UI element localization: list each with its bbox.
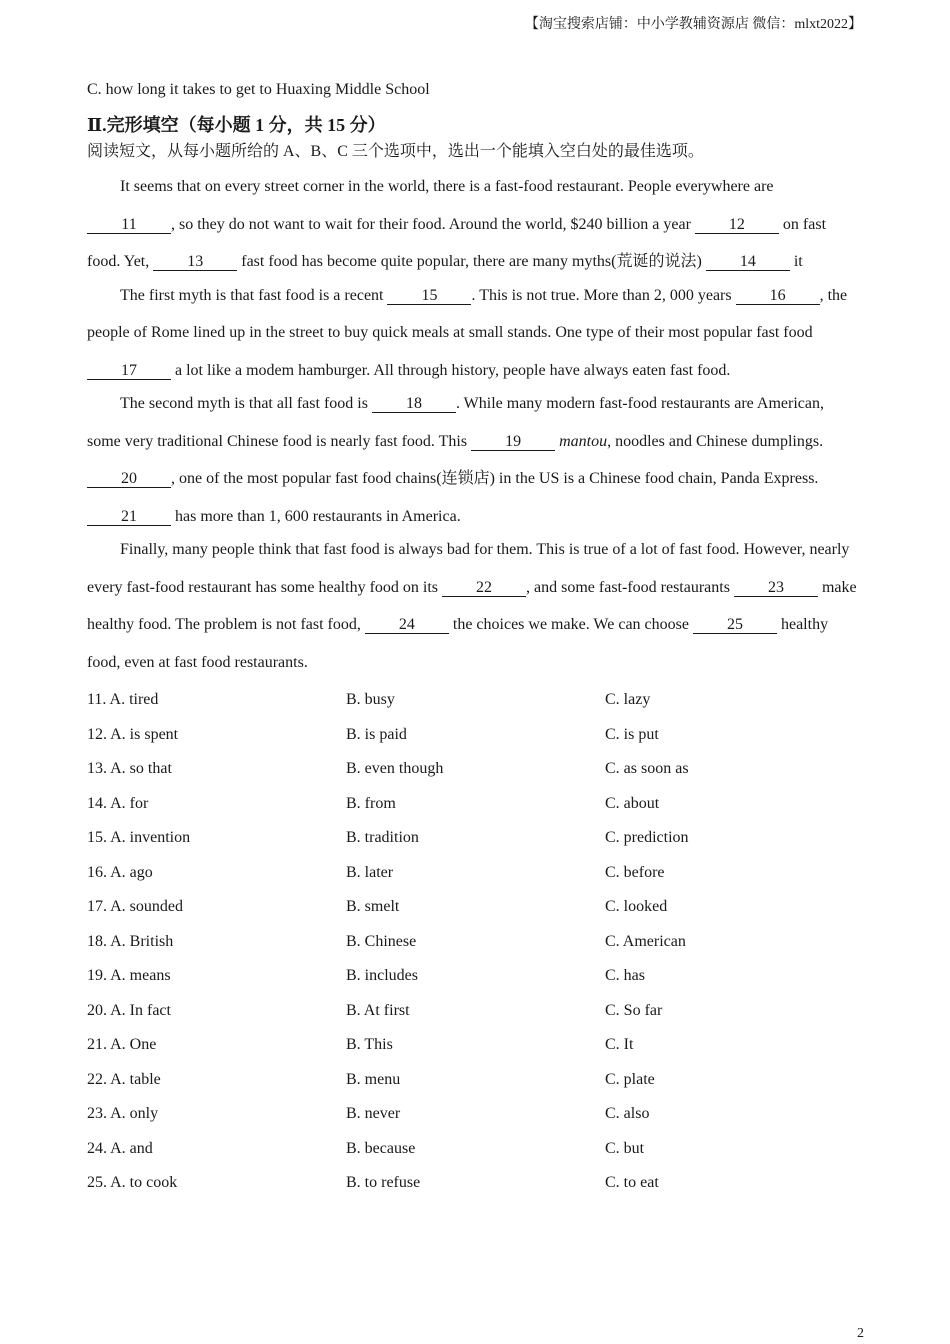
passage-text: , the people of Rome lined up in the street to buy quick meals at small stands. One type of their most popular fast food bbox=[87, 286, 848, 341]
passage-text: , and some fast-food restaurants bbox=[526, 578, 734, 596]
blank-18: 18 bbox=[372, 395, 456, 413]
blank-13: 13 bbox=[153, 253, 237, 271]
option-b: B. menu bbox=[346, 1070, 401, 1088]
page-number: 2 bbox=[857, 1326, 864, 1341]
option-a: 18. A. British bbox=[87, 932, 174, 950]
option-b: B. never bbox=[346, 1105, 401, 1122]
passage-text: the choices we make. We can choose bbox=[448, 616, 693, 633]
answer-options-list bbox=[87, 683, 857, 1201]
option-c: C. So far bbox=[605, 1001, 663, 1019]
passage-text: fast food has become quite popular, there are many myths(荒诞的说法) bbox=[237, 253, 706, 270]
previous-question-option: C. how long it takes to get to Huaxing Middle School bbox=[87, 81, 430, 98]
blank-21: 21 bbox=[87, 508, 171, 526]
blank-19: 19 bbox=[471, 433, 555, 451]
option-a: 25. A. to cook bbox=[87, 1174, 178, 1191]
option-row bbox=[87, 1166, 857, 1201]
italic-word: mantou bbox=[559, 432, 608, 450]
passage-text: has more than 1, 600 restaurants in America. bbox=[171, 507, 461, 525]
passage-text: The first myth is that fast food is a recent bbox=[120, 286, 388, 304]
blank-14: 14 bbox=[706, 253, 790, 271]
option-a: 16. A. ago bbox=[87, 863, 153, 881]
blank-17: 17 bbox=[87, 362, 171, 380]
passage-text: , noodles and Chinese dumplings. bbox=[607, 432, 824, 450]
passage-text: , so they do not want to wait for their food. Around the world, $240 billion a year bbox=[171, 215, 695, 233]
passage-paragraph-2 bbox=[87, 277, 857, 390]
option-b: B. from bbox=[346, 794, 396, 812]
passage-text: a lot like a modem hamburger. All through history, people have always eaten fast food. bbox=[171, 361, 731, 379]
option-row bbox=[87, 1063, 857, 1098]
blank-22: 22 bbox=[442, 579, 526, 597]
passage-paragraph-1 bbox=[87, 168, 857, 281]
blank-16: 16 bbox=[736, 287, 820, 305]
option-row bbox=[87, 1132, 857, 1167]
option-row bbox=[87, 925, 857, 960]
passage-text: , one of the most popular fast food chains(连锁店) in the US is a Chinese food chain, Panda Express. bbox=[171, 470, 819, 487]
option-row bbox=[87, 787, 857, 822]
blank-24: 24 bbox=[365, 616, 449, 634]
page-header-banner: 【淘宝搜索店铺：中小学教辅资源店 微信：mlxt2022】 bbox=[524, 17, 862, 32]
option-c: C. prediction bbox=[605, 829, 689, 846]
section-title: Ⅱ.完形填空（每小题 1 分，共 15 分） bbox=[87, 115, 386, 135]
section-instruction: 阅读短文，从每小题所给的 A、B、C 三个选项中，选出一个能填入空白处的最佳选项。 bbox=[87, 143, 704, 160]
option-a: 24. A. and bbox=[87, 1139, 153, 1157]
option-row bbox=[87, 856, 857, 891]
option-b: B. This bbox=[346, 1036, 393, 1053]
option-row bbox=[87, 1097, 857, 1132]
option-c: C. also bbox=[605, 1105, 650, 1122]
option-b: B. even though bbox=[346, 760, 444, 777]
option-row bbox=[87, 752, 857, 787]
blank-15: 15 bbox=[387, 287, 471, 305]
blank-23: 23 bbox=[734, 579, 818, 597]
blank-20: 20 bbox=[87, 470, 171, 488]
option-c: C. has bbox=[605, 967, 645, 984]
passage-text: . While many modern fast-food restaurants are American, some very traditional Chinese food is nearly fast food. This bbox=[87, 395, 824, 450]
option-a: 11. A. tired bbox=[87, 691, 159, 708]
option-a: 20. A. In fact bbox=[87, 1001, 171, 1019]
option-a: 17. A. sounded bbox=[87, 898, 183, 915]
option-row bbox=[87, 959, 857, 994]
option-c: C. to eat bbox=[605, 1174, 659, 1191]
option-a: 23. A. only bbox=[87, 1105, 159, 1122]
passage-text: make healthy food. The problem is not fast food, bbox=[87, 578, 857, 633]
option-b: B. At first bbox=[346, 1001, 410, 1019]
option-b: B. to refuse bbox=[346, 1174, 421, 1191]
option-b: B. smelt bbox=[346, 898, 400, 915]
option-a: 21. A. One bbox=[87, 1036, 157, 1053]
option-c: C. lazy bbox=[605, 691, 651, 708]
option-c: C. plate bbox=[605, 1070, 655, 1088]
option-c: C. about bbox=[605, 794, 660, 812]
option-c: C. but bbox=[605, 1139, 645, 1157]
document-body bbox=[87, 78, 857, 1201]
option-c: C. as soon as bbox=[605, 760, 689, 777]
option-row bbox=[87, 821, 857, 856]
option-c: C. American bbox=[605, 932, 686, 950]
option-b: B. busy bbox=[346, 691, 395, 708]
option-c: C. before bbox=[605, 863, 665, 881]
option-row bbox=[87, 890, 857, 925]
passage-text: It seems that on every street corner in the world, there is a fast-food restaurant. People everywhere are bbox=[120, 178, 774, 195]
passage-text: healthy food, even at fast food restaurants. bbox=[87, 616, 829, 671]
blank-12: 12 bbox=[695, 216, 779, 234]
option-row bbox=[87, 683, 857, 718]
blank-11: 11 bbox=[87, 216, 171, 234]
option-a: 12. A. is spent bbox=[87, 725, 179, 743]
option-c: C. It bbox=[605, 1036, 634, 1053]
option-row bbox=[87, 994, 857, 1029]
passage-paragraph-3 bbox=[87, 385, 857, 535]
option-row bbox=[87, 1028, 857, 1063]
option-b: B. Chinese bbox=[346, 932, 417, 950]
option-row bbox=[87, 718, 857, 753]
option-a: 19. A. means bbox=[87, 967, 171, 984]
passage-text: The second myth is that all fast food is bbox=[120, 395, 372, 412]
option-b: B. because bbox=[346, 1139, 416, 1157]
option-b: B. includes bbox=[346, 967, 418, 984]
option-b: B. is paid bbox=[346, 725, 407, 743]
blank-25: 25 bbox=[693, 616, 777, 634]
option-b: B. tradition bbox=[346, 829, 419, 846]
option-a: 15. A. invention bbox=[87, 829, 191, 846]
passage-paragraph-4 bbox=[87, 531, 857, 681]
option-a: 13. A. so that bbox=[87, 760, 172, 777]
passage-text: Finally, many people think that fast food is always bad for them. This is true of a lot of fast food. However, nearly every fast-food restaurant has some healthy food on its bbox=[87, 541, 850, 596]
option-a: 14. A. for bbox=[87, 794, 149, 812]
passage-text: on fast food. Yet, bbox=[87, 215, 827, 270]
passage-text: . This is not true. More than 2, 000 years bbox=[471, 286, 736, 304]
option-c: C. looked bbox=[605, 898, 668, 915]
option-b: B. later bbox=[346, 863, 394, 881]
passage-text: it bbox=[789, 253, 803, 270]
option-a: 22. A. table bbox=[87, 1070, 161, 1088]
option-c: C. is put bbox=[605, 725, 659, 743]
